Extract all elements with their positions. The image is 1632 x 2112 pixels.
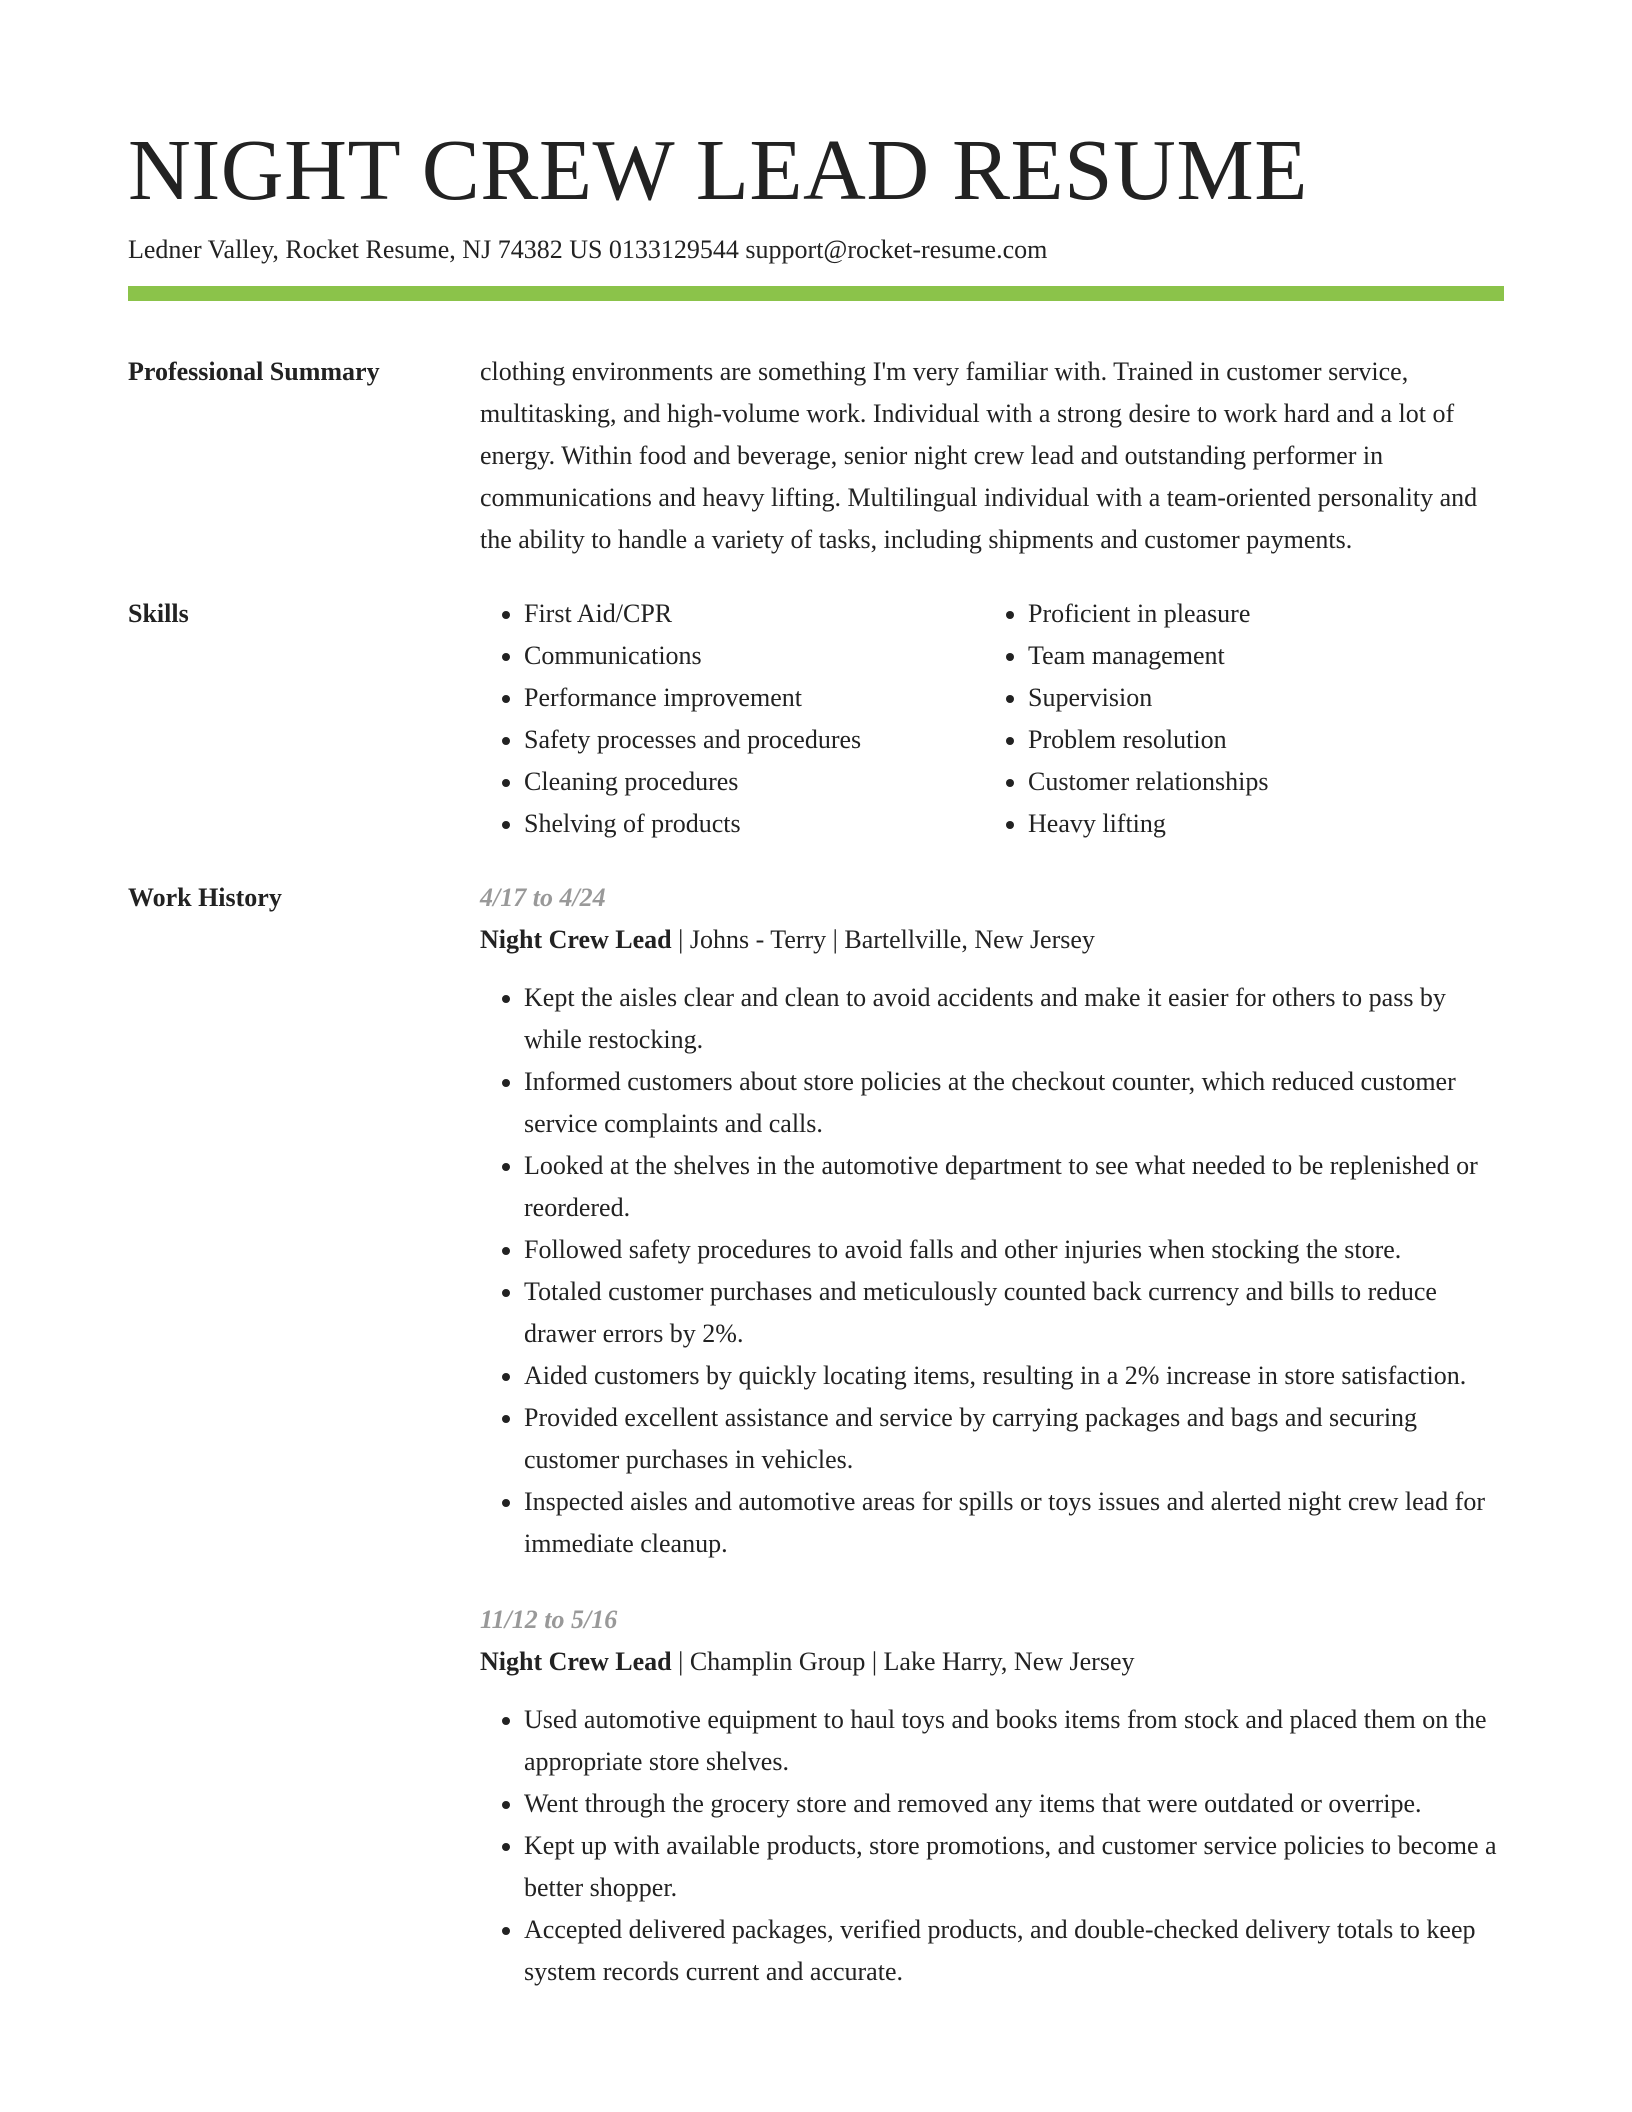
job-bullet: • Kept up with available products, store promotions, and customer service policies to become a better shopper. <box>524 1825 1504 1909</box>
job-bullet: • Accepted delivered packages, verified products, and double-checked delivery totals to keep system records current and accurate. <box>524 1909 1504 1993</box>
job-bullet: • Went through the grocery store and removed any items that were outdated or overripe. <box>524 1783 1504 1825</box>
job-bullet: • Looked at the shelves in the automotive department to see what needed to be replenished or reordered. <box>524 1145 1504 1229</box>
job-dates: 11/12 to 5/16 <box>480 1605 618 1634</box>
skill-item: • Cleaning procedures <box>524 761 984 803</box>
contact-line: Ledner Valley, Rocket Resume, NJ 74382 US 0133129544 support@rocket-resume.com <box>128 235 1048 264</box>
job-bullet: • Inspected aisles and automotive areas for spills or toys issues and alerted night crew lead for immediate cleanup. <box>524 1481 1504 1565</box>
job-bullet: • Totaled customer purchases and meticulously counted back currency and bills to reduce drawer errors by 2%. <box>524 1271 1504 1355</box>
skill-item: • Performance improvement <box>524 677 984 719</box>
job-bullet-list <box>480 977 1504 1565</box>
job-bullet: • Aided customers by quickly locating items, resulting in a 2% increase in store satisfaction. <box>524 1355 1504 1397</box>
job-role: Night Crew Lead <box>480 925 672 954</box>
job-heading <box>480 1641 1504 1683</box>
skill-item: • Problem resolution <box>1028 719 1504 761</box>
skills-list-right <box>984 593 1504 845</box>
skill-item: • Customer relationships <box>1028 761 1504 803</box>
job-bullet: • Kept the aisles clear and clean to avoid accidents and make it easier for others to pass by while restocking. <box>524 977 1504 1061</box>
job-details: | Johns - Terry | Bartellville, New Jersey <box>671 925 1095 954</box>
job-details: | Champlin Group | Lake Harry, New Jersey <box>671 1647 1135 1676</box>
job-bullet: • Used automotive equipment to haul toys and books items from stock and placed them on the appropriate store shelves. <box>524 1699 1504 1783</box>
skill-item: • First Aid/CPR <box>524 593 984 635</box>
header-divider <box>128 286 1504 301</box>
resume-page <box>128 0 1504 1993</box>
professional-summary-section <box>128 351 1504 561</box>
job-heading <box>480 919 1504 961</box>
job-entry <box>480 877 1504 1565</box>
job-bullet: • Followed safety procedures to avoid falls and other injuries when stocking the store. <box>524 1229 1504 1271</box>
skill-item: • Proficient in pleasure <box>1028 593 1504 635</box>
skill-item: • Team management <box>1028 635 1504 677</box>
skill-item: • Safety processes and procedures <box>524 719 984 761</box>
job-dates: 4/17 to 4/24 <box>480 883 606 912</box>
skills-section <box>128 593 1504 845</box>
skills-list-left <box>480 593 984 845</box>
summary-text: clothing environments are something I'm very familiar with. Trained in customer service, multitasking, and high-volume work. Individual with a strong desire to work hard and a lot of energy. Within food and beverage, senior night crew lead and outstanding performer in communications and heavy lifting. Multilingual individual with a team-oriented personality and the ability to handle a variety of tasks, including shipments and customer payments. <box>480 357 1478 554</box>
work-history-section <box>128 877 1504 1993</box>
section-label: Work History <box>128 883 282 912</box>
job-role: Night Crew Lead <box>480 1647 672 1676</box>
skill-item: • Supervision <box>1028 677 1504 719</box>
job-bullet: • Informed customers about store policies at the checkout counter, which reduced customer service complaints and calls. <box>524 1061 1504 1145</box>
resume-title: NIGHT CREW LEAD RESUME <box>128 121 1308 218</box>
section-label: Skills <box>128 599 189 628</box>
section-label: Professional Summary <box>128 357 380 386</box>
skill-item: • Shelving of products <box>524 803 984 845</box>
job-entry <box>480 1599 1504 1993</box>
skill-item: • Heavy lifting <box>1028 803 1504 845</box>
job-bullet: • Provided excellent assistance and service by carrying packages and bags and securing customer purchases in vehicles. <box>524 1397 1504 1481</box>
skill-item: • Communications <box>524 635 984 677</box>
job-bullet-list <box>480 1699 1504 1993</box>
